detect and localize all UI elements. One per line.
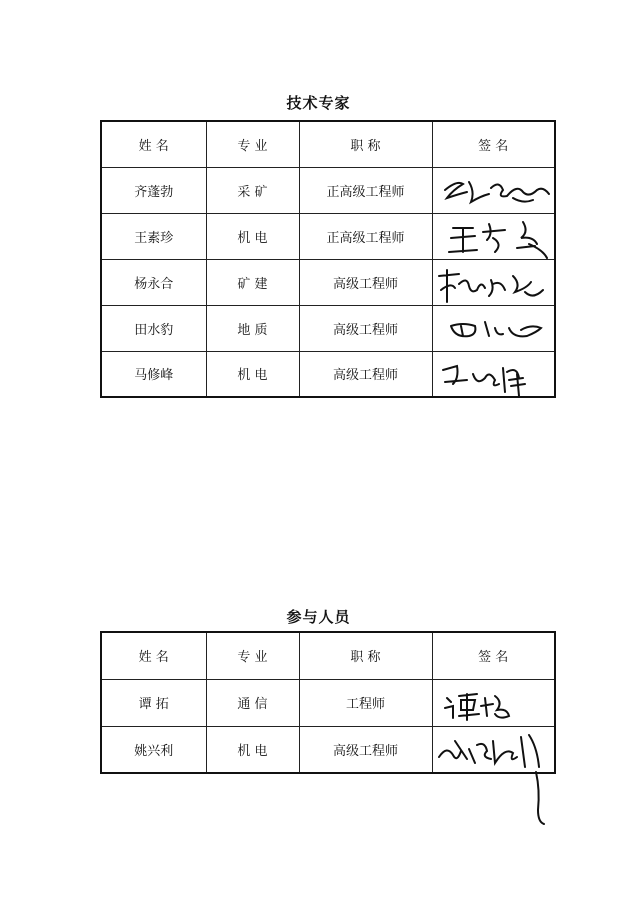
signature-trailing-stroke [520,770,560,830]
header-name: 姓 名 [101,121,206,167]
header-name: 姓 名 [101,632,206,679]
expert-table-title: 技术专家 [286,94,351,112]
expert-table [100,120,556,398]
cell-major: 机 电 [206,351,299,397]
cell-name: 杨永合 [101,259,206,305]
cell-name: 谭 拓 [101,679,206,726]
cell-title: 高级工程师 [299,726,432,773]
cell-major: 机 电 [206,213,299,259]
handwritten-signature [433,260,556,306]
handwritten-signature [433,306,556,352]
table-row [101,213,555,259]
cell-major: 矿 建 [206,259,299,305]
cell-title: 正高级工程师 [299,213,432,259]
handwritten-signature [433,168,556,214]
signature-cell [432,259,555,305]
cell-title: 高级工程师 [299,351,432,397]
signature-cell [432,213,555,259]
signature-cell [432,351,555,397]
cell-title: 正高级工程师 [299,167,432,213]
signature-cell [432,305,555,351]
handwritten-signature [433,727,556,774]
handwritten-signature [433,214,556,260]
table-row [101,726,555,773]
handwritten-signature [433,352,556,398]
table-row [101,351,555,397]
signature-cell [432,167,555,213]
signature-cell [432,726,555,773]
table-row [101,259,555,305]
cell-title: 工程师 [299,679,432,726]
cell-major: 采 矿 [206,167,299,213]
cell-major: 通 信 [206,679,299,726]
cell-title: 高级工程师 [299,305,432,351]
table-row [101,167,555,213]
table-row [101,679,555,726]
header-signature: 签 名 [432,121,555,167]
header-major: 专 业 [206,632,299,679]
cell-name: 田水豹 [101,305,206,351]
table-header-row [101,121,555,167]
handwritten-signature [433,680,556,727]
signature-cell [432,679,555,726]
header-title: 职 称 [299,632,432,679]
cell-name: 齐蓬勃 [101,167,206,213]
cell-name: 马修峰 [101,351,206,397]
cell-major: 机 电 [206,726,299,773]
cell-name: 王素珍 [101,213,206,259]
participants-table-title: 参与人员 [286,608,351,626]
participants-table [100,631,556,774]
cell-title: 高级工程师 [299,259,432,305]
header-title: 职 称 [299,121,432,167]
header-major: 专 业 [206,121,299,167]
cell-name: 姚兴利 [101,726,206,773]
table-header-row [101,632,555,679]
cell-major: 地 质 [206,305,299,351]
header-signature: 签 名 [432,632,555,679]
table-row [101,305,555,351]
